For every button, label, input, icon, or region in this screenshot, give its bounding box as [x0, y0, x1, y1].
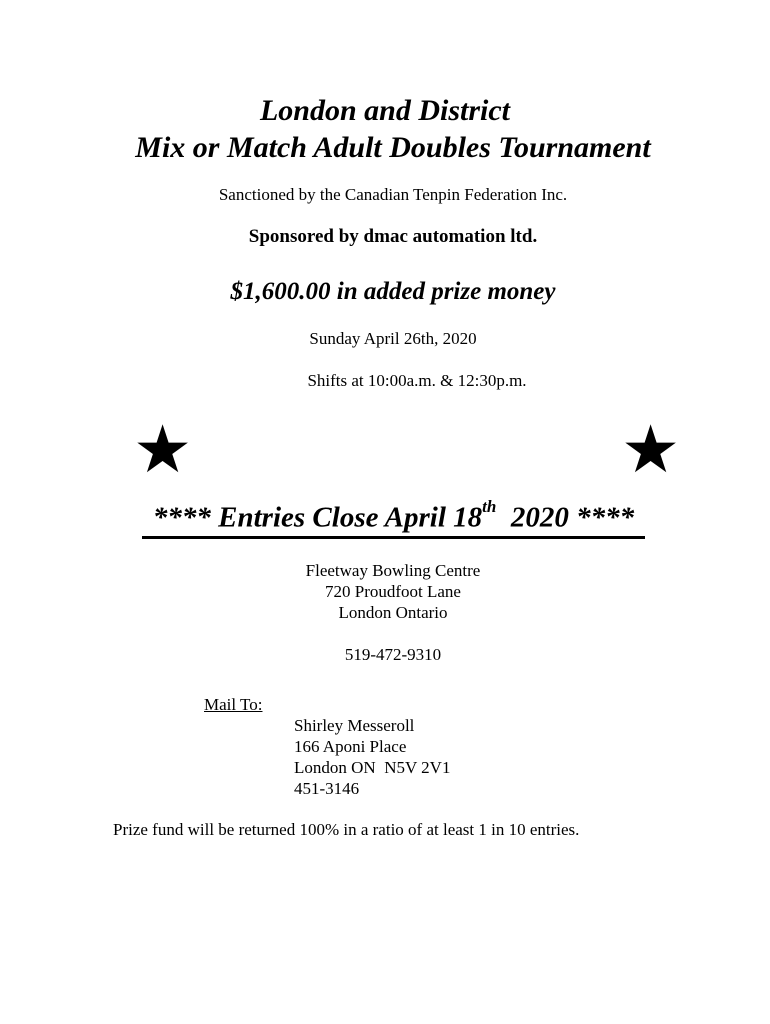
mail-phone: 451-3146: [294, 779, 360, 798]
entries-close-heading: [142, 494, 645, 539]
mail-name: Shirley Messeroll: [294, 716, 415, 735]
mail-city: London ON N5V 2V1: [294, 758, 451, 777]
prize-money-text: $1,600.00 in added prize money: [230, 278, 556, 305]
star-icon: ★: [621, 414, 681, 487]
mailing-address: [294, 715, 450, 799]
venue-street: 720 Proudfoot Lane: [325, 582, 461, 601]
entries-close-suffix: th: [482, 497, 497, 516]
venue-name: Fleetway Bowling Centre: [305, 561, 481, 580]
mail-street: 166 Aponi Place: [294, 737, 407, 756]
venue-address: [8, 560, 770, 623]
mail-to-label: Mail To:: [204, 695, 263, 714]
prize-fund-note: Prize fund will be returned 100% in a ratio of at least 1 in 10 entries.: [113, 820, 580, 839]
tournament-date: Sunday April 26th, 2020: [309, 329, 477, 348]
title-line-2: Mix or Match Adult Doubles Tournament: [135, 131, 651, 164]
title-line-1: London and District: [259, 94, 511, 127]
shift-times: Shifts at 10:00a.m. & 12:30p.m.: [307, 371, 527, 390]
star-icon: ★: [133, 414, 193, 487]
venue-city: London Ontario: [338, 603, 448, 622]
venue-phone: 519-472-9310: [344, 645, 442, 664]
sponsored-by-text: Sponsored by dmac automation ltd.: [248, 226, 538, 247]
entries-close-text: **** Entries Close April 18: [152, 501, 483, 534]
sanctioned-by-text: Sanctioned by the Canadian Tenpin Federation Inc.: [218, 185, 568, 204]
entries-close-year: 2020 ****: [496, 501, 635, 534]
